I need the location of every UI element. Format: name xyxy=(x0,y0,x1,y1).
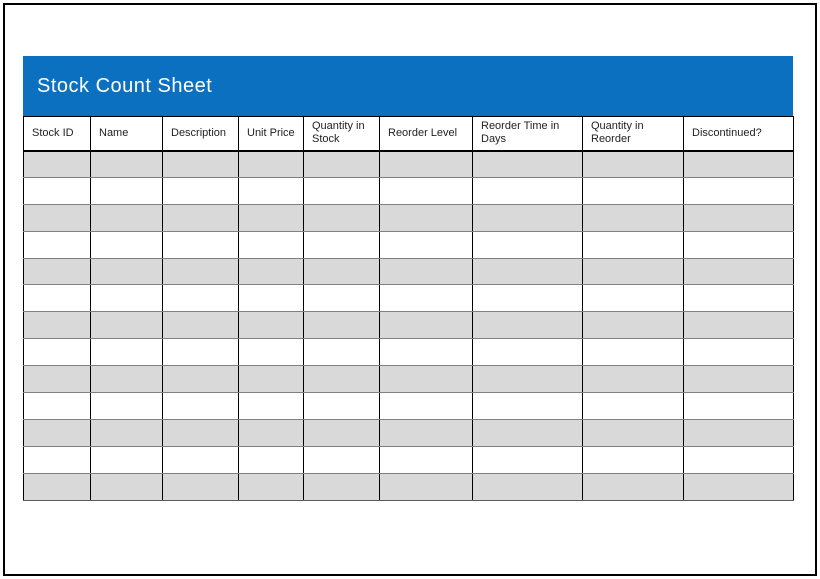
table-row xyxy=(24,258,794,285)
table-cell[interactable] xyxy=(239,339,304,366)
table-cell[interactable] xyxy=(380,231,473,258)
table-cell[interactable] xyxy=(304,258,380,285)
table-cell[interactable] xyxy=(473,312,583,339)
table-cell[interactable] xyxy=(583,258,684,285)
table-cell[interactable] xyxy=(304,312,380,339)
table-cell[interactable] xyxy=(91,258,163,285)
table-cell[interactable] xyxy=(684,285,794,312)
table-row xyxy=(24,339,794,366)
table-cell[interactable] xyxy=(473,446,583,473)
table-cell[interactable] xyxy=(24,231,91,258)
table-cell[interactable] xyxy=(91,366,163,393)
table-cell[interactable] xyxy=(91,393,163,420)
table-cell[interactable] xyxy=(583,312,684,339)
table-row xyxy=(24,285,794,312)
column-header-reorder-time-in-days: Reorder Time in Days xyxy=(473,117,583,151)
table-cell[interactable] xyxy=(239,258,304,285)
table-cell[interactable] xyxy=(380,204,473,231)
table-cell[interactable] xyxy=(24,204,91,231)
table-row xyxy=(24,151,794,178)
table-cell[interactable] xyxy=(304,204,380,231)
column-header-description: Description xyxy=(163,117,239,151)
table-row xyxy=(24,393,794,420)
table-cell[interactable] xyxy=(163,151,239,178)
table-cell[interactable] xyxy=(684,258,794,285)
table-cell[interactable] xyxy=(24,312,91,339)
table-cell[interactable] xyxy=(304,339,380,366)
table-cell[interactable] xyxy=(239,312,304,339)
table-row xyxy=(24,419,794,446)
table-cell[interactable] xyxy=(24,393,91,420)
table-cell[interactable] xyxy=(304,473,380,500)
table-cell[interactable] xyxy=(91,419,163,446)
table-cell[interactable] xyxy=(24,151,91,178)
table-cell[interactable] xyxy=(583,366,684,393)
table-cell[interactable] xyxy=(91,177,163,204)
table-cell[interactable] xyxy=(583,285,684,312)
table-cell[interactable] xyxy=(239,446,304,473)
table-cell[interactable] xyxy=(684,393,794,420)
table-cell[interactable] xyxy=(239,204,304,231)
stock-table-body xyxy=(24,151,794,501)
table-cell[interactable] xyxy=(239,366,304,393)
table-cell[interactable] xyxy=(380,312,473,339)
table-row xyxy=(24,177,794,204)
table-cell[interactable] xyxy=(380,473,473,500)
column-header-unit-price: Unit Price xyxy=(239,117,304,151)
table-cell[interactable] xyxy=(583,339,684,366)
table-row xyxy=(24,366,794,393)
table-cell[interactable] xyxy=(473,258,583,285)
table-row xyxy=(24,231,794,258)
table-cell[interactable] xyxy=(24,258,91,285)
table-cell[interactable] xyxy=(24,419,91,446)
table-cell[interactable] xyxy=(239,285,304,312)
table-cell[interactable] xyxy=(304,419,380,446)
table-cell[interactable] xyxy=(684,339,794,366)
table-cell[interactable] xyxy=(239,419,304,446)
table-row xyxy=(24,204,794,231)
column-header-name: Name xyxy=(91,117,163,151)
table-cell[interactable] xyxy=(304,393,380,420)
table-cell[interactable] xyxy=(91,204,163,231)
header-row xyxy=(24,117,794,151)
table-cell[interactable] xyxy=(239,177,304,204)
table-cell[interactable] xyxy=(684,151,794,178)
table-cell[interactable] xyxy=(163,473,239,500)
title-banner xyxy=(23,56,793,116)
table-cell[interactable] xyxy=(684,231,794,258)
table-cell[interactable] xyxy=(239,393,304,420)
table-cell[interactable] xyxy=(380,177,473,204)
table-cell[interactable] xyxy=(239,151,304,178)
table-cell[interactable] xyxy=(91,231,163,258)
table-cell[interactable] xyxy=(473,151,583,178)
table-cell[interactable] xyxy=(380,393,473,420)
table-cell[interactable] xyxy=(684,204,794,231)
table-cell[interactable] xyxy=(380,366,473,393)
table-cell[interactable] xyxy=(24,473,91,500)
table-cell[interactable] xyxy=(163,258,239,285)
table-cell[interactable] xyxy=(380,419,473,446)
table-cell[interactable] xyxy=(91,339,163,366)
table-cell[interactable] xyxy=(473,177,583,204)
table-cell[interactable] xyxy=(239,231,304,258)
table-cell[interactable] xyxy=(583,419,684,446)
table-cell[interactable] xyxy=(163,285,239,312)
table-cell[interactable] xyxy=(91,285,163,312)
table-cell[interactable] xyxy=(684,312,794,339)
table-cell[interactable] xyxy=(304,177,380,204)
table-cell[interactable] xyxy=(91,151,163,178)
table-cell[interactable] xyxy=(163,366,239,393)
table-cell[interactable] xyxy=(163,177,239,204)
column-header-quantity-in-stock: Quantity in Stock xyxy=(304,117,380,151)
table-cell[interactable] xyxy=(163,393,239,420)
table-cell[interactable] xyxy=(473,419,583,446)
table-cell[interactable] xyxy=(163,204,239,231)
table-cell[interactable] xyxy=(684,177,794,204)
table-cell[interactable] xyxy=(380,151,473,178)
column-header-stock-id: Stock ID xyxy=(24,117,91,151)
table-cell[interactable] xyxy=(583,231,684,258)
table-cell[interactable] xyxy=(24,339,91,366)
table-row xyxy=(24,473,794,500)
table-cell[interactable] xyxy=(473,285,583,312)
table-cell[interactable] xyxy=(380,339,473,366)
table-cell[interactable] xyxy=(684,419,794,446)
table-cell[interactable] xyxy=(583,473,684,500)
table-cell[interactable] xyxy=(684,366,794,393)
table-cell[interactable] xyxy=(239,473,304,500)
table-row xyxy=(24,312,794,339)
table-cell[interactable] xyxy=(163,419,239,446)
table-cell[interactable] xyxy=(24,366,91,393)
table-cell[interactable] xyxy=(583,151,684,178)
table-cell[interactable] xyxy=(583,393,684,420)
table-cell[interactable] xyxy=(163,446,239,473)
table-cell[interactable] xyxy=(163,339,239,366)
table-cell[interactable] xyxy=(24,285,91,312)
table-cell[interactable] xyxy=(380,285,473,312)
page-title: Stock Count Sheet xyxy=(37,74,213,97)
table-cell[interactable] xyxy=(473,231,583,258)
table-cell[interactable] xyxy=(583,446,684,473)
table-cell[interactable] xyxy=(684,473,794,500)
table-cell[interactable] xyxy=(473,393,583,420)
table-cell[interactable] xyxy=(304,366,380,393)
table-cell[interactable] xyxy=(24,446,91,473)
column-header-reorder-level: Reorder Level xyxy=(380,117,473,151)
table-cell[interactable] xyxy=(91,473,163,500)
stock-count-table xyxy=(23,116,794,501)
column-header-discontinued: Discontinued? xyxy=(684,117,794,151)
table-cell[interactable] xyxy=(583,177,684,204)
table-cell[interactable] xyxy=(583,204,684,231)
table-cell[interactable] xyxy=(304,231,380,258)
table-cell[interactable] xyxy=(304,151,380,178)
table-cell[interactable] xyxy=(473,366,583,393)
table-cell[interactable] xyxy=(163,312,239,339)
table-cell[interactable] xyxy=(380,258,473,285)
table-cell[interactable] xyxy=(91,312,163,339)
table-cell[interactable] xyxy=(24,177,91,204)
table-cell[interactable] xyxy=(684,446,794,473)
table-cell[interactable] xyxy=(91,446,163,473)
table-cell[interactable] xyxy=(380,446,473,473)
table-cell[interactable] xyxy=(473,339,583,366)
table-cell[interactable] xyxy=(473,204,583,231)
table-cell[interactable] xyxy=(304,285,380,312)
table-cell[interactable] xyxy=(163,231,239,258)
table-cell[interactable] xyxy=(473,473,583,500)
table-row xyxy=(24,446,794,473)
table-cell[interactable] xyxy=(304,446,380,473)
column-header-quantity-in-reorder: Quantity in Reorder xyxy=(583,117,684,151)
